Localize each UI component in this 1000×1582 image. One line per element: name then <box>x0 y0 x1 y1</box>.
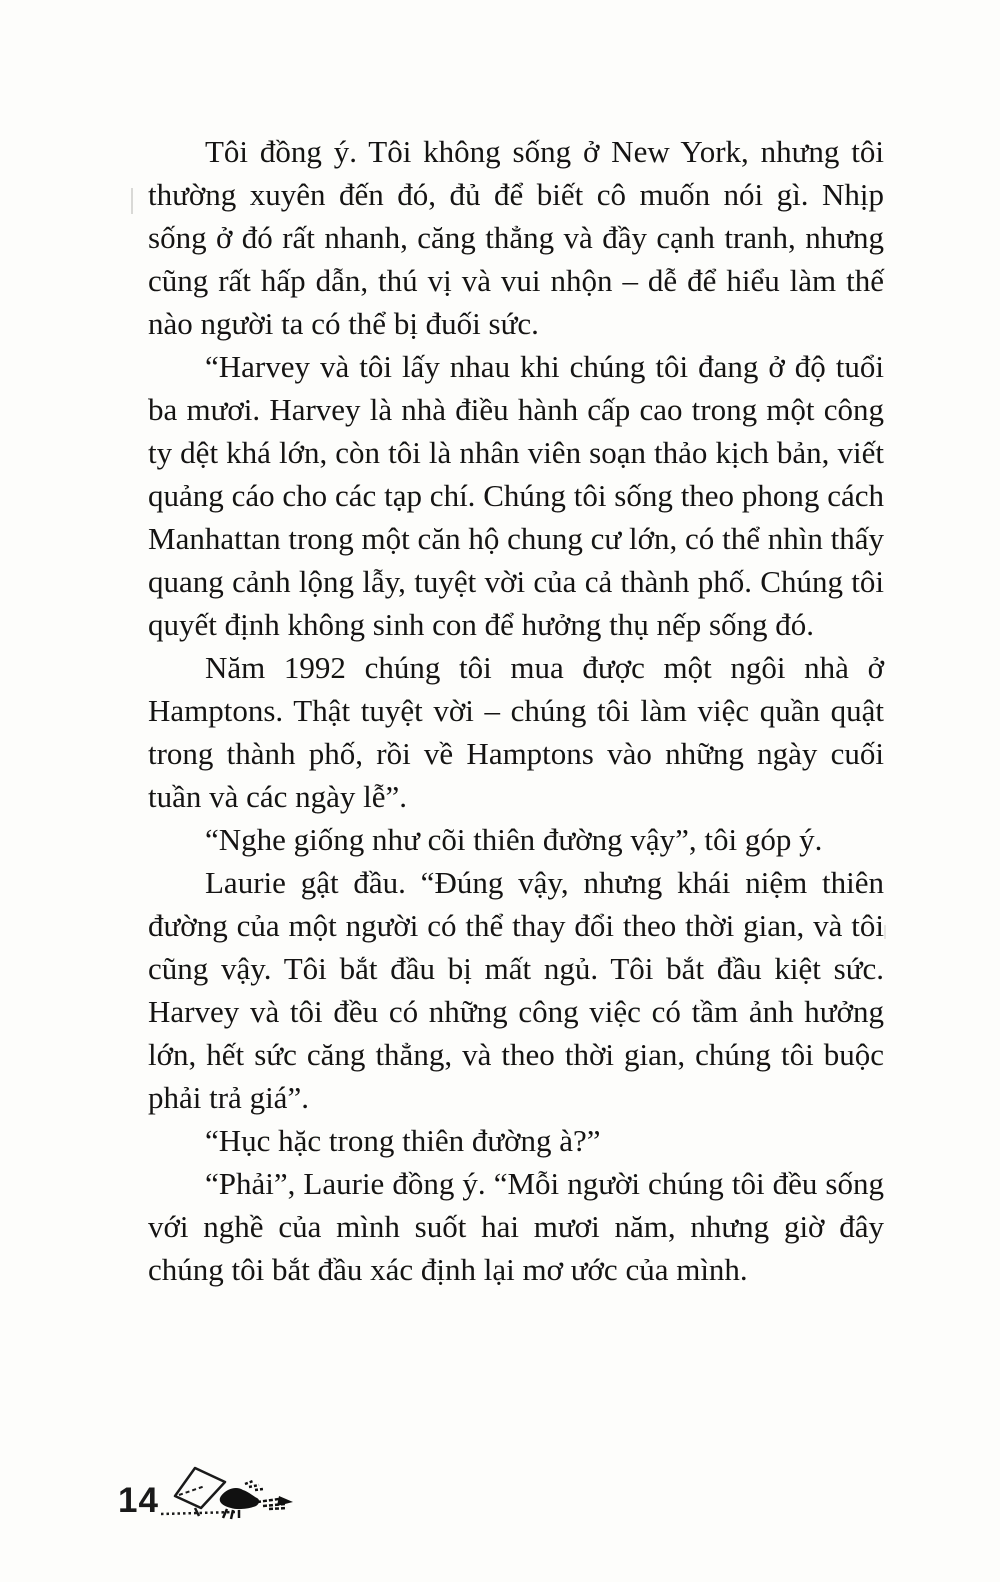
paragraph: Năm 1992 chúng tôi mua được một ngôi nhà ở Hamptons. Thật tuyệt vời – chúng tôi làm việc quần quật trong thành phố, rồi về Hamptons vào những ngày cuối tuần và các ngày lễ”. <box>148 650 884 814</box>
scan-artifact <box>131 188 133 214</box>
paragraph: Tôi đồng ý. Tôi không sống ở New York, nhưng tôi thường xuyên đến đó, đủ để biết cô muốn nói gì. Nhịp sống ở đó rất nhanh, căng thẳng và đầy cạnh tranh, nhưng cũng rất hấp dẫn, thú vị và vui nhộn – dễ để hiểu làm thế nào người ta có thể bị đuối sức. <box>148 134 884 341</box>
paragraph: “Nghe giống như cõi thiên đường vậy”, tôi góp ý. <box>205 822 823 857</box>
scan-artifact <box>884 925 886 939</box>
page-number: 14 <box>118 1481 159 1520</box>
page-footer <box>118 1462 301 1524</box>
paragraph: “Harvey và tôi lấy nhau khi chúng tôi đang ở độ tuổi ba mươi. Harvey là nhà điều hành cấp cao trong một công ty dệt khá lớn, còn tôi là nhân viên soạn thảo kịch bản, viết quảng cáo cho các tạp chí. Chúng tôi sống theo phong cách Manhattan trong một căn hộ chung cư lớn, có thể nhìn thấy quang cảnh lộng lẫy, tuyệt vời của cả thành phố. Chúng tôi quyết định không sinh con để hưởng thụ nếp sống đó. <box>148 349 884 642</box>
paragraph: Laurie gật đầu. “Đúng vậy, nhưng khái niệm thiên đường của một người có thể thay đổi theo thời gian, và tôi cũng vậy. Tôi bắt đầu bị mất ngủ. Tôi bắt đầu kiệt sức. Harvey và tôi đều có những công việc có tầm ảnh hưởng lớn, hết sức căng thẳng, và theo thời gian, chúng tôi buộc phải trả giá”. <box>148 865 884 1115</box>
beach-sketch-illustration <box>161 1462 301 1524</box>
paragraph: “Hục hặc trong thiên đường à?” <box>205 1123 601 1158</box>
paragraph: “Phải”, Laurie đồng ý. “Mỗi người chúng tôi đều sống với nghề của mình suốt hai mươi năm, nhưng giờ đây chúng tôi bắt đầu xác định lại mơ ước của mình. <box>148 1166 884 1287</box>
body-text-block <box>148 130 884 1291</box>
